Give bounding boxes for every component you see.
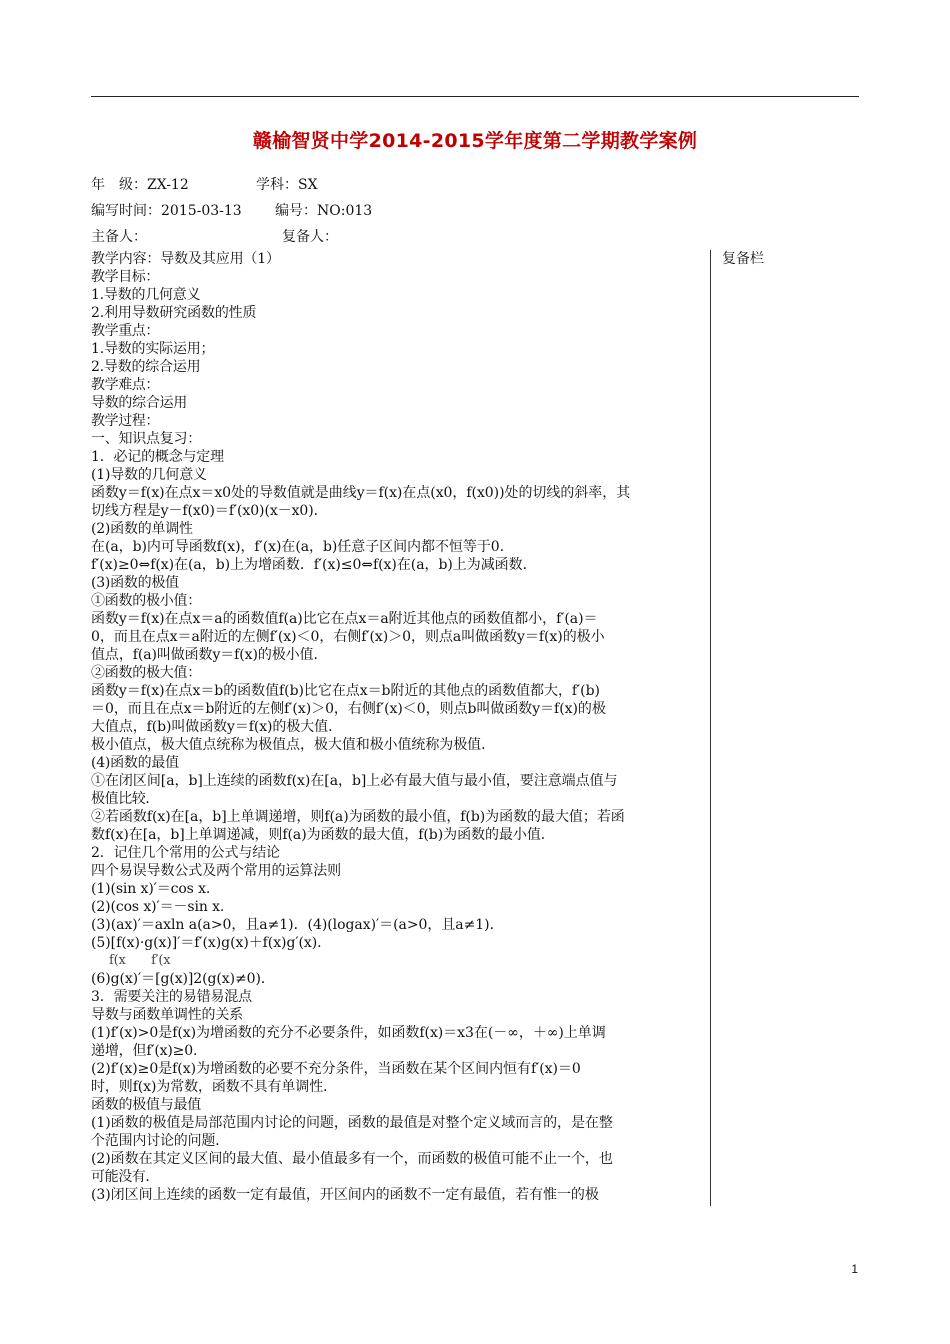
text-line: (3)函数的极值: [91, 575, 179, 591]
text-line: (5)[f(x)·g(x)]′＝f′(x)g(x)＋f(x)g′(x)．: [91, 935, 332, 951]
text-line: (3)(ax)′＝axln a(a>0，且a≠1)．(4)(logax)′＝(a>0，且a≠1)．: [91, 917, 504, 933]
text-line: 1.导数的实际运用；: [91, 341, 215, 357]
preparer-field: 主备人：: [91, 229, 147, 245]
grade-field: 年 级：ZX-12: [91, 177, 189, 193]
text-line: (1)函数的极值是局部范围内讨论的问题，函数的最值是对整个定义域而言的，是在整: [91, 1115, 613, 1131]
text-line: 1.导数的几何意义: [91, 287, 201, 303]
text-line: 值点，f(a)叫做函数y＝f(x)的极小值．: [91, 647, 328, 663]
text-line: (1)f′(x)>0是f(x)为增函数的充分不必要条件，如函数f(x)＝x3在(－∞，＋∞)上单调: [91, 1025, 606, 1041]
text-line: 极小值点，极大值点统称为极值点，极大值和极小值统称为极值．: [91, 737, 495, 753]
text-line: 教学难点：: [91, 377, 159, 393]
text-line: 一、知识点复习：: [91, 431, 201, 447]
text-line: 1．必记的概念与定理: [91, 449, 224, 465]
text-line: 教学内容：导数及其应用（1）: [91, 251, 280, 267]
text-line: (2)函数的单调性: [91, 521, 193, 537]
text-line: ①在闭区间[a，b]上连续的函数f(x)在[a，b]上必有最大值与最小值，要注意端点值与: [91, 773, 618, 789]
text-line: 函数的极值与最值: [91, 1097, 201, 1113]
text-line: 函数y＝f(x)在点x＝x0处的导数值就是曲线y＝f(x)在点(x0，f(x0))处的切线的斜率，其: [91, 485, 631, 501]
text-line: 函数y＝f(x)在点x＝a的函数值f(a)比它在点x＝a附近其他点的函数值都小，f′(a)＝: [91, 611, 598, 627]
text-line: 教学重点：: [91, 323, 159, 339]
text-line: 教学目标：: [91, 269, 159, 285]
text-line: (1)导数的几何意义: [91, 467, 207, 483]
text-line: 大值点，f(b)叫做函数y＝f(x)的极大值．: [91, 719, 342, 735]
text-line: ①函数的极小值：: [91, 593, 201, 609]
content-divider: [710, 250, 711, 1206]
text-line: 极值比较．: [91, 791, 159, 807]
text-line: 2．记住几个常用的公式与结论: [91, 845, 280, 861]
text-line: (4)函数的最值: [91, 755, 179, 771]
text-line: 时，则f(x)为常数，函数不具有单调性．: [91, 1079, 338, 1095]
meta-row-grade: [91, 176, 318, 194]
text-line: ＝0，而且在点x＝b附近的左侧f′(x)＞0，右侧f′(x)＜0，则点b叫做函数y＝f(x)的极: [91, 701, 606, 717]
text-line: 递增，但f′(x)≥0.: [91, 1043, 198, 1059]
text-line: (2)f′(x)≥0是f(x)为增函数的必要不充分条件，当函数在某个区间内恒有f′(x)＝0: [91, 1061, 581, 1077]
written-time-field: 编写时间：2015-03-13: [91, 203, 242, 219]
text-line: 函数y＝f(x)在点x＝b的函数值f(b)比它在点x＝b附近的其他点的函数值都大，f′(b): [91, 683, 600, 699]
lesson-body: [91, 250, 707, 1204]
fraction-numerator-line: f(x f′(x: [109, 953, 171, 968]
text-line: 2.导数的综合运用: [91, 359, 201, 375]
text-line: 3．需要关注的易错易混点: [91, 989, 252, 1005]
text-line: 在(a，b)内可导函数f(x)，f′(x)在(a，b)任意子区间内都不恒等于0.: [91, 539, 505, 555]
text-line: 数f(x)在[a，b]上单调递减，则f(a)为函数的最大值，f(b)为函数的最小值．: [91, 827, 555, 843]
text-line: 个范围内讨论的问题．: [91, 1133, 229, 1149]
subject-field: 学科：SX: [256, 177, 318, 193]
text-line: 导数的综合运用: [91, 395, 187, 411]
document-title: 赣榆智贤中学2014-2015学年度第二学期教学案例: [252, 130, 698, 152]
co-preparer-field: 复备人：: [282, 229, 338, 245]
text-line: 导数与函数单调性的关系: [91, 1007, 243, 1023]
page-number: 1: [851, 1262, 858, 1276]
header-rule: [91, 96, 859, 97]
number-field: 编号：NO:013: [275, 203, 373, 219]
meta-row-preparers: [91, 228, 338, 246]
text-line: f′(x)≥0⇔f(x)在(a，b)上为增函数．f′(x)≤0⇔f(x)在(a，b)上为减函数．: [91, 557, 537, 573]
text-line: (1)(sin x)′＝cos x.: [91, 881, 211, 897]
text-line: 可能没有．: [91, 1169, 159, 1185]
text-line: 教学过程：: [91, 413, 159, 429]
text-line: (3)闭区间上连续的函数一定有最值，开区间内的函数不一定有最值，若有惟一的极: [91, 1187, 599, 1203]
text-line: (6)g(x)′＝[g(x)]2(g(x)≠0)．: [91, 971, 275, 987]
text-line: 2.利用导数研究函数的性质: [91, 305, 257, 321]
text-line: 切线方程是y－f(x0)＝f′(x0)(x－x0)．: [91, 503, 328, 519]
meta-row-time: [91, 202, 372, 220]
side-column-title: 复备栏: [722, 251, 764, 267]
text-line: 0，而且在点x＝a附近的左侧f′(x)＜0，右侧f′(x)＞0，则点a叫做函数y＝f(x)的极小: [91, 629, 605, 645]
text-line: (2)函数在其定义区间的最大值、最小值最多有一个，而函数的极值可能不止一个，也: [91, 1151, 613, 1167]
text-line: (2)(cos x)′＝－sin x.: [91, 899, 225, 915]
text-line: 四个易误导数公式及两个常用的运算法则: [91, 863, 341, 879]
text-line: ②若函数f(x)在[a，b]上单调递增，则f(a)为函数的最小值，f(b)为函数的最大值；若函: [91, 809, 625, 825]
text-line: ②函数的极大值：: [91, 665, 201, 681]
